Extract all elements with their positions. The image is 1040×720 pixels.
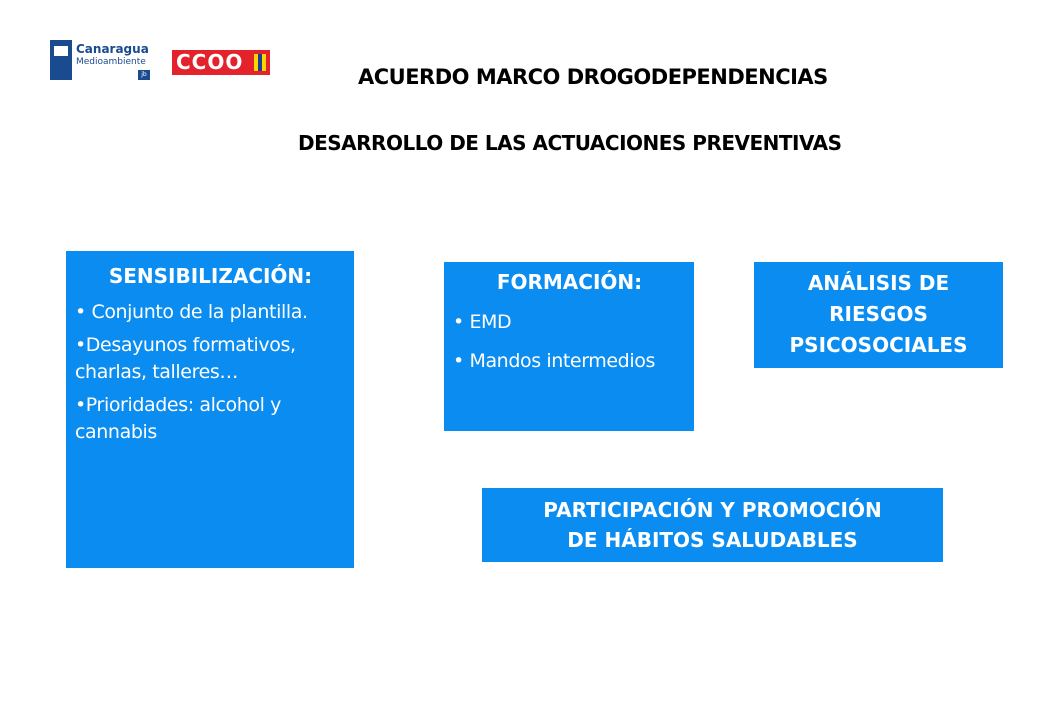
ccoo-logo bbox=[172, 50, 270, 75]
canary-flag-icon bbox=[254, 54, 266, 71]
ccoo-logo-text: CCOO bbox=[176, 50, 244, 74]
participacion-heading-line: DE HÁBITOS SALUDABLES bbox=[567, 528, 858, 552]
formacion-box bbox=[444, 262, 694, 431]
canaragua-logo-tag: jb bbox=[138, 70, 150, 80]
participacion-heading-line: PARTICIPACIÓN Y PROMOCIÓN bbox=[543, 498, 882, 522]
canaragua-logo-sub: Medioambiente bbox=[76, 57, 146, 67]
formacion-item: • Mandos intermedios bbox=[453, 350, 655, 372]
analisis-heading-line: ANÁLISIS DE bbox=[807, 271, 950, 295]
analisis-heading-line: RIESGOS bbox=[829, 302, 928, 326]
canaragua-mark-icon bbox=[50, 40, 72, 80]
main-title: ACUERDO MARCO DROGODEPENDENCIAS bbox=[358, 65, 828, 89]
sensibilizacion-box bbox=[66, 251, 354, 568]
canaragua-logo-name: Canaragua bbox=[76, 42, 149, 56]
sensibilizacion-item: •Desayunos formativos, charlas, talleres… bbox=[75, 334, 296, 383]
sensibilizacion-item: • Conjunto de la plantilla. bbox=[75, 301, 308, 323]
sensibilizacion-item: •Prioridades: alcohol y cannabis bbox=[75, 394, 281, 443]
analisis-heading-line: PSICOSOCIALES bbox=[789, 333, 968, 357]
canaragua-logo bbox=[50, 40, 152, 82]
formacion-heading: FORMACIÓN: bbox=[496, 270, 643, 294]
subtitle: DESARROLLO DE LAS ACTUACIONES PREVENTIVAS bbox=[298, 131, 842, 155]
analisis-riesgos-box bbox=[754, 262, 1003, 368]
participacion-box bbox=[482, 488, 943, 562]
sensibilizacion-heading: SENSIBILIZACIÓN: bbox=[108, 264, 313, 288]
formacion-item: • EMD bbox=[453, 311, 512, 333]
